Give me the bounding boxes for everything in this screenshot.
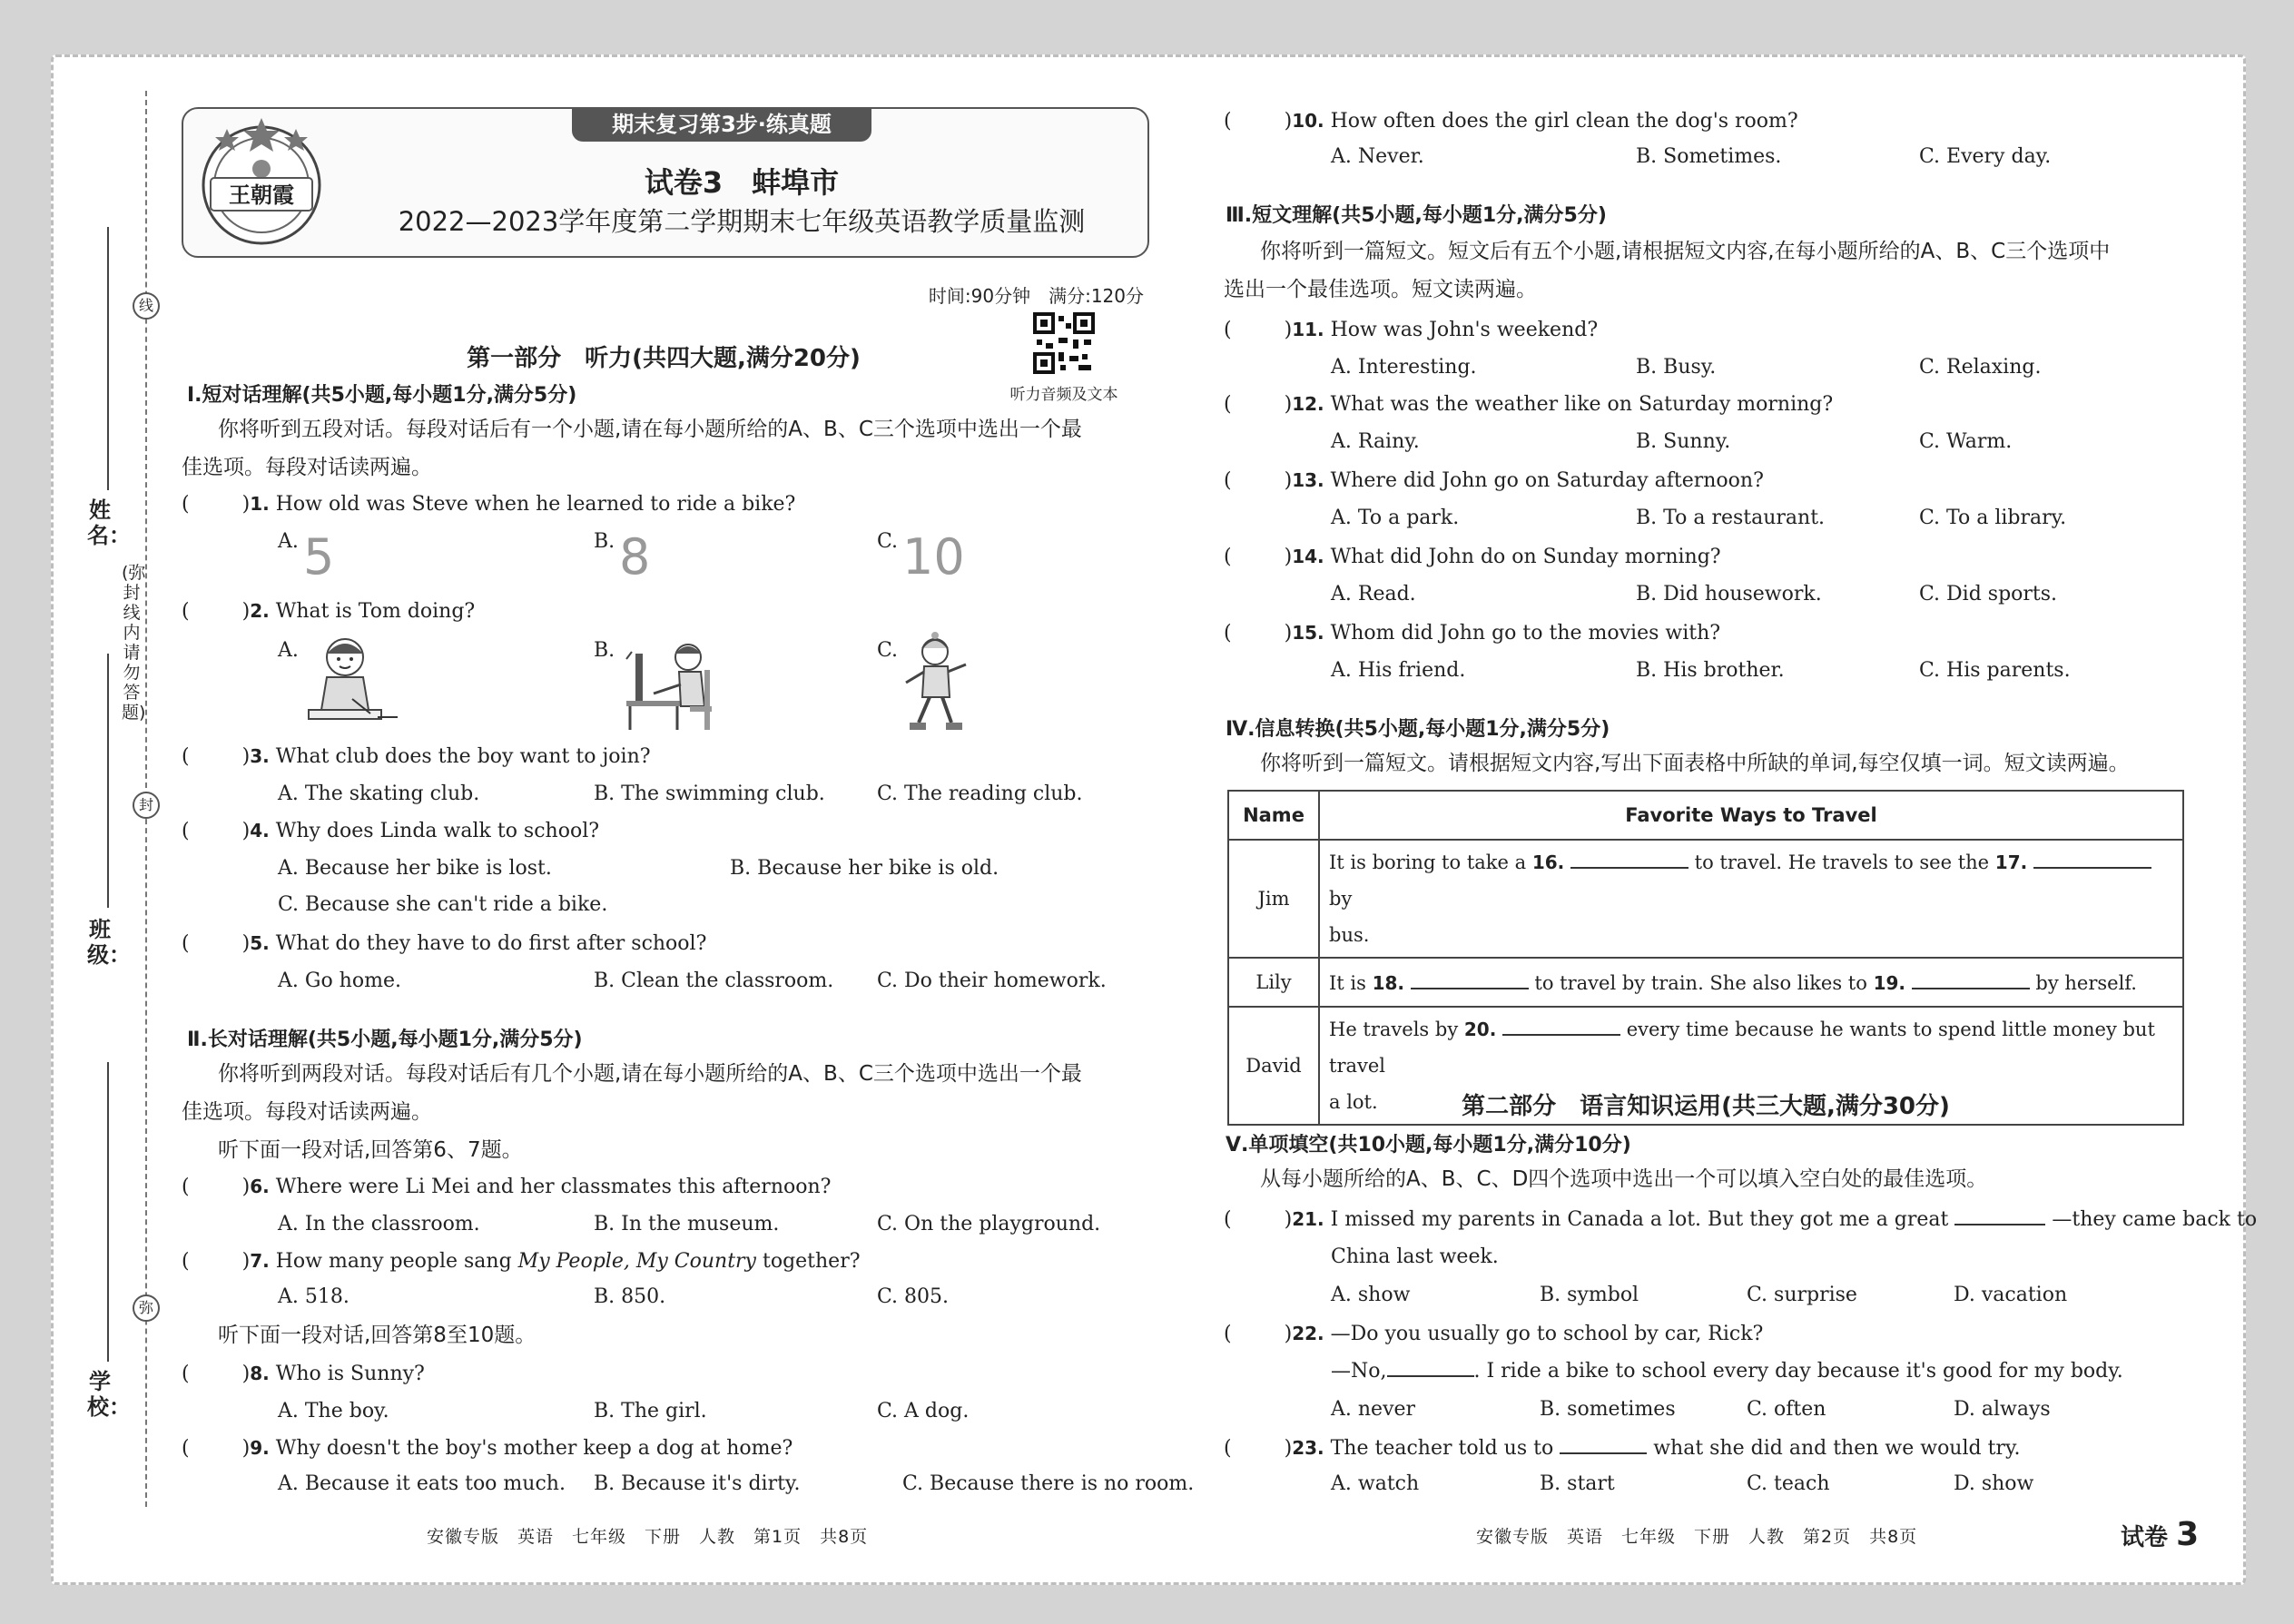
q21-option-a[interactable]: A. show: [1331, 1284, 1411, 1306]
sec2-instr1: 你将听到两段对话。每段对话后有几个小题,请在每小题所给的A、B、C三个选项中选出一个最: [218, 1062, 1082, 1086]
sec1-instr2: 佳选项。每段对话读两遍。: [182, 456, 432, 479]
sec3-title: Ⅲ.短文理解(共5小题,每小题1分,满分5分): [1226, 204, 1607, 227]
part1-title: 第一部分 听力(共四大题,满分20分): [467, 345, 861, 372]
sec4-title: Ⅳ.信息转换(共5小题,每小题1分,满分5分): [1226, 718, 1610, 741]
sec2-instr2: 佳选项。每段对话读两遍。: [182, 1100, 432, 1124]
name-field[interactable]: [107, 227, 109, 490]
q5-option-b[interactable]: B. Clean the classroom.: [594, 969, 834, 992]
header-ways: Favorite Ways to Travel: [1319, 791, 2183, 840]
q13-option-a[interactable]: A. To a park.: [1331, 507, 1460, 529]
q8-option-c[interactable]: C. A dog.: [877, 1400, 970, 1422]
question-22-reply: —No, . I ride a bike to school every day because it's good for my body.: [1331, 1360, 2123, 1383]
q3-option-c[interactable]: C. The reading club.: [877, 782, 1083, 805]
question-10: ( )10. How often does the girl clean the dog's room?: [1224, 110, 1798, 133]
q9-option-b[interactable]: B. Because it's dirty.: [594, 1472, 801, 1495]
q7-option-c[interactable]: C. 805.: [877, 1285, 950, 1308]
row-cell-david: He travels by 20. every time because he wants to spend little money but travel a lot.: [1319, 1007, 2183, 1125]
blank-23[interactable]: [1560, 1436, 1647, 1454]
footer-left: 安徽专版 英语 七年级 下册 人教 第1页 共8页: [427, 1527, 869, 1547]
travel-table: [1227, 790, 2184, 1126]
seal-note: (弥封线内请勿答题): [122, 563, 146, 723]
question-21: ( )21. I missed my parents in Canada a lot. But they got me a great —they came back to: [1224, 1208, 2258, 1231]
sec3-instr2: 选出一个最佳选项。短文读两遍。: [1224, 278, 1537, 301]
sec1-instr1: 你将听到五段对话。每段对话后有一个小题,请在每小题所给的A、B、C三个选项中选出一个最: [218, 418, 1082, 441]
boy-computer-icon: [617, 634, 726, 732]
seal-mark-mi: 弥: [133, 1294, 160, 1322]
sec2-sub1: 听下面一段对话,回答第6、7题。: [218, 1138, 523, 1162]
blank-21[interactable]: [1954, 1207, 2045, 1225]
sec5-instr: 从每小题所给的A、B、C、D四个选项中选出一个可以填入空白处的最佳选项。: [1260, 1167, 1988, 1191]
q23-option-c[interactable]: C. teach: [1747, 1472, 1830, 1495]
header-name: Name: [1228, 791, 1319, 840]
question-21-cont: China last week.: [1331, 1245, 1499, 1268]
q21-option-c[interactable]: C. surprise: [1747, 1284, 1857, 1306]
q1-option-a-value: 5: [303, 528, 335, 586]
logo-seal-icon: [185, 113, 338, 249]
question-14: ( )14. What did John do on Sunday morning?: [1224, 546, 1721, 568]
paper-subtitle: 2022—2023学年度第二学期期末七年级英语教学质量监测: [398, 206, 1086, 237]
table-header-row: [1228, 791, 2183, 840]
row-name-david: David: [1228, 1007, 1319, 1125]
q1-option-b-value: 8: [619, 528, 651, 586]
question-13: ( )13. Where did John go on Saturday afternoon?: [1224, 469, 1764, 492]
q2-option-a-label[interactable]: A.: [278, 639, 299, 662]
q7-option-b[interactable]: B. 850.: [594, 1285, 666, 1308]
question-23: ( )23. The teacher told us to what she did and then we would try.: [1224, 1437, 2021, 1460]
q15-option-c[interactable]: C. His parents.: [1919, 659, 2071, 682]
blank-20[interactable]: [1502, 1018, 1620, 1036]
sec2-sub2: 听下面一段对话,回答第8至10题。: [218, 1324, 537, 1347]
q1-option-a-label[interactable]: A.: [278, 530, 299, 553]
q12-option-a[interactable]: A. Rainy.: [1331, 430, 1420, 453]
school-label: 学校：: [87, 1369, 131, 1420]
logo: [185, 113, 338, 249]
question-9: ( )9. Why doesn't the boy's mother keep a dog at home?: [182, 1437, 793, 1460]
q9-option-a[interactable]: A. Because it eats too much.: [278, 1472, 566, 1495]
q21-option-b[interactable]: B. symbol: [1540, 1284, 1639, 1306]
q10-option-c[interactable]: C. Every day.: [1919, 145, 2052, 168]
class-label: 班级：: [87, 917, 131, 968]
q10-option-a[interactable]: A. Never.: [1331, 145, 1424, 168]
row-name-lily: Lily: [1228, 958, 1319, 1007]
sec3-instr1: 你将听到一篇短文。短文后有五个小题,请根据短文内容,在每小题所给的A、B、C三个选项中: [1260, 240, 2111, 263]
q14-option-a[interactable]: A. Read.: [1331, 583, 1416, 605]
q1-option-c-label[interactable]: C.: [877, 530, 899, 553]
question-4: ( )4. Why does Linda walk to school?: [182, 820, 600, 842]
q4-option-a[interactable]: A. Because her bike is lost.: [278, 857, 552, 880]
q23-option-d[interactable]: D. show: [1954, 1472, 2034, 1495]
row-cell-lily: It is 18. to travel by train. She also likes to 19. by herself.: [1319, 958, 2183, 1007]
q14-option-b[interactable]: B. Did housework.: [1636, 583, 1822, 605]
q15-option-a[interactable]: A. His friend.: [1331, 659, 1466, 682]
question-5: ( )5. What do they have to do first after school?: [182, 932, 707, 955]
question-11: ( )11. How was John's weekend?: [1224, 319, 1599, 341]
q15-option-b[interactable]: B. His brother.: [1636, 659, 1785, 682]
blank-19[interactable]: [1912, 971, 2030, 989]
song-title: My People, My Country: [517, 1250, 756, 1273]
paper-label: 试卷 3: [2121, 1516, 2200, 1553]
paper-number: 3: [2176, 1516, 2200, 1553]
q8-option-a[interactable]: A. The boy.: [278, 1400, 389, 1422]
boy-skating-icon: [899, 632, 971, 735]
question-8: ( )8. Who is Sunny?: [182, 1363, 425, 1385]
q8-option-b[interactable]: B. The girl.: [594, 1400, 707, 1422]
boy-writing-icon: [300, 634, 399, 732]
q23-option-b[interactable]: B. start: [1540, 1472, 1615, 1495]
q22-option-b[interactable]: B. sometimes: [1540, 1398, 1676, 1421]
q3-option-b[interactable]: B. The swimming club.: [594, 782, 825, 805]
q22-option-a[interactable]: A. never: [1331, 1398, 1416, 1421]
q12-option-b[interactable]: B. Sunny.: [1636, 430, 1731, 453]
q14-option-c[interactable]: C. Did sports.: [1919, 583, 2058, 605]
time-info: 时间:90分钟 满分:120分: [928, 285, 1144, 307]
question-12: ( )12. What was the weather like on Saturday morning?: [1224, 393, 1834, 416]
q10-option-b[interactable]: B. Sometimes.: [1636, 145, 1782, 168]
qr-caption: 听力音频及文本: [1009, 386, 1118, 404]
q4-option-b[interactable]: B. Because her bike is old.: [730, 857, 999, 880]
table-row: [1228, 840, 2183, 958]
q5-option-c[interactable]: C. Do their homework.: [877, 969, 1107, 992]
q2-option-b-label[interactable]: B.: [594, 639, 615, 662]
q1-option-b-label[interactable]: B.: [594, 530, 615, 553]
row-name-jim: Jim: [1228, 840, 1319, 958]
class-field[interactable]: [107, 654, 109, 908]
blank-22[interactable]: [1387, 1359, 1474, 1377]
q12-option-c[interactable]: C. Warm.: [1919, 430, 2013, 453]
q6-option-a[interactable]: A. In the classroom.: [278, 1213, 480, 1235]
sec4-instr: 你将听到一篇短文。请根据短文内容,写出下面表格中所缺的单词,每空仅填一词。短文读两遍。: [1260, 752, 2130, 775]
q13-option-c[interactable]: C. To a library.: [1919, 507, 2067, 529]
paper-title: 试卷3 蚌埠市: [644, 165, 840, 200]
q5-option-a[interactable]: A. Go home.: [278, 969, 401, 992]
q3-option-a[interactable]: A. The skating club.: [278, 782, 480, 805]
school-field[interactable]: [107, 1062, 109, 1362]
logo-text: 王朝霞: [229, 182, 294, 208]
q9-option-c[interactable]: C. Because there is no room.: [902, 1472, 1195, 1495]
row-cell-jim: It is boring to take a 16. to travel. He travels to see the 17. by bus.: [1319, 840, 2183, 958]
seal-mark-line: 线: [133, 292, 160, 320]
q6-option-b[interactable]: B. In the museum.: [594, 1213, 780, 1235]
q1-option-c-value: 10: [902, 528, 965, 586]
question-3: ( )3. What club does the boy want to join?: [182, 745, 651, 768]
q23-option-a[interactable]: A. watch: [1331, 1472, 1420, 1495]
q7-option-a[interactable]: A. 518.: [278, 1285, 350, 1308]
q2-option-c-label[interactable]: C.: [877, 639, 899, 662]
q11-option-a[interactable]: A. Interesting.: [1331, 356, 1477, 379]
sec1-title: Ⅰ.短对话理解(共5小题,每小题1分,满分5分): [187, 384, 577, 407]
question-15: ( )15. Whom did John go to the movies with?: [1224, 622, 1721, 645]
step-banner: 期末复习第3步·练真题: [572, 107, 871, 142]
sec2-title: Ⅱ.长对话理解(共5小题,每小题1分,满分5分): [187, 1029, 583, 1051]
part2-title: 第二部分 语言知识运用(共三大题,满分30分): [1462, 1093, 1950, 1120]
question-7: ( )7. How many people sang My People, My Country together?: [182, 1250, 861, 1273]
blank-18[interactable]: [1411, 971, 1529, 989]
blank-16[interactable]: [1570, 851, 1689, 869]
q13-option-b[interactable]: B. To a restaurant.: [1636, 507, 1826, 529]
question-2: ( )2. What is Tom doing?: [182, 600, 476, 623]
footer-right: 安徽专版 英语 七年级 下册 人教 第2页 共8页: [1476, 1527, 1918, 1547]
answer-paren-open: (: [182, 493, 190, 516]
q6-option-c[interactable]: C. On the playground.: [877, 1213, 1101, 1235]
q2-option-b-image: [617, 634, 726, 732]
q21-option-d[interactable]: D. vacation: [1954, 1284, 2068, 1306]
q4-option-c[interactable]: C. Because she can't ride a bike.: [278, 893, 608, 916]
blank-17[interactable]: [2033, 851, 2151, 869]
question-1: ( )1. How old was Steve when he learned to ride a bike?: [182, 493, 796, 516]
name-label: 姓名：: [87, 497, 131, 548]
q11-option-c[interactable]: C. Relaxing.: [1919, 356, 2042, 379]
q22-option-d[interactable]: D. always: [1954, 1398, 2051, 1421]
q2-option-a-image: [300, 634, 399, 732]
q11-option-b[interactable]: B. Busy.: [1636, 356, 1717, 379]
question-6: ( )6. Where were Li Mei and her classmates this afternoon?: [182, 1176, 832, 1198]
question-22: ( )22. —Do you usually go to school by car, Rick?: [1224, 1323, 1764, 1345]
seal-mark-seal: 封: [133, 792, 160, 819]
q22-option-c[interactable]: C. often: [1747, 1398, 1826, 1421]
sec5-title: Ⅴ.单项填空(共10小题,每小题1分,满分10分): [1226, 1134, 1631, 1156]
q2-option-c-image: [899, 632, 971, 735]
table-row: [1228, 958, 2183, 1007]
